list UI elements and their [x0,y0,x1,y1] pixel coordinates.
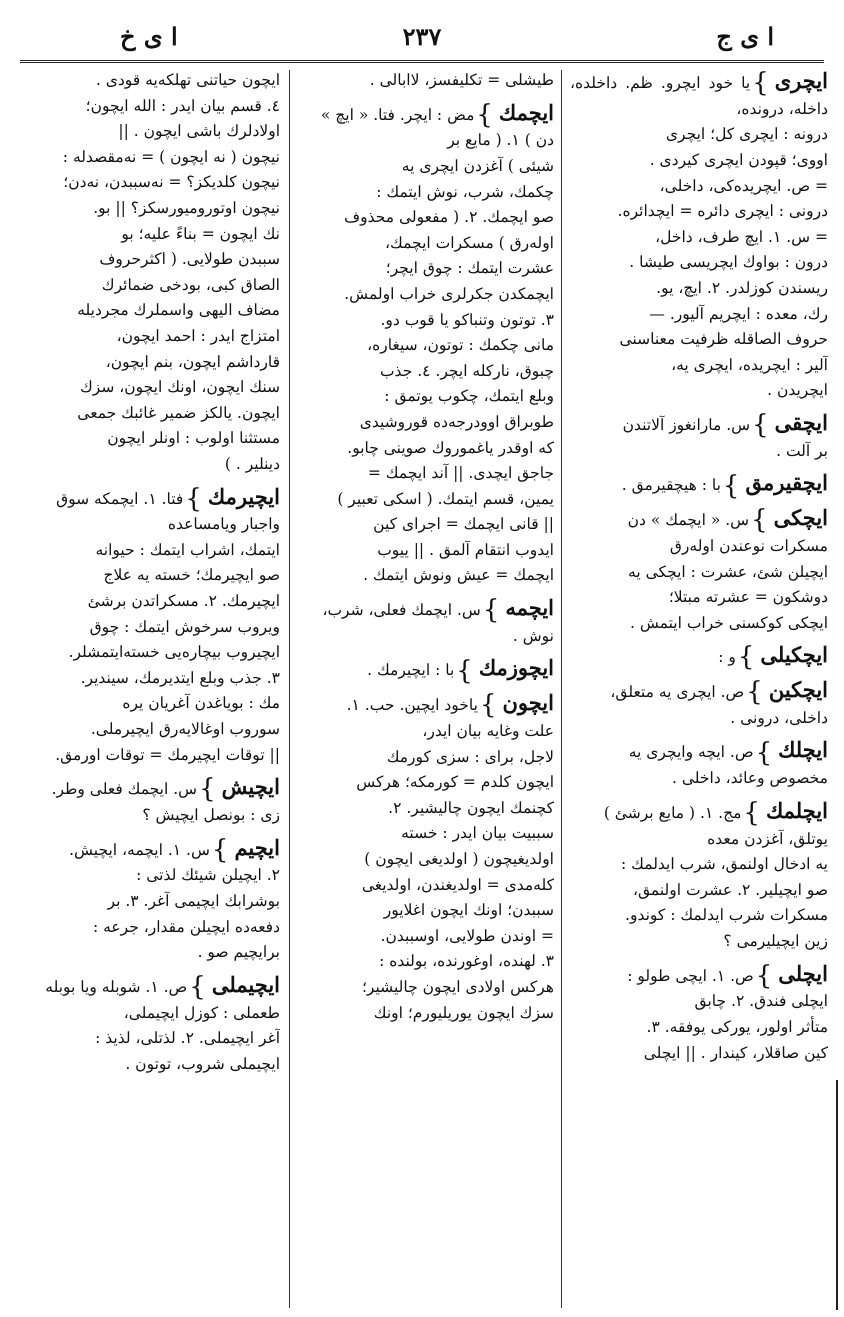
brace-glyph: } [456,655,473,686]
entry-line: يه ادخال اولنمق، شرب ايدلمك : [621,855,828,874]
entry-line: نيچون كلديكز؟ = نەسببدن، نەدن؛ [63,173,280,192]
entry-line: ريسندن كوزلدر. ٢. ايچ، يو. [656,278,828,297]
entry-line: ٢. ايچيلن شيئك لذتى : [136,866,280,885]
entry-line: امتزاج ايدر : احمد ايچون، [116,326,280,345]
entry-line: ايچون. يالكز ضمير غائبك جمعى [77,403,280,422]
entry-line: اولەرق ) مسكرات ايچمك، [385,233,554,252]
brace-glyph: } [746,677,763,708]
entry-headword: ايچقى [774,409,828,435]
entry-line: ايچون كلدم = كورمكە؛ هركس [356,773,554,792]
entry-line: اووى؛ قپودن ايچرى كيردى . [649,150,828,169]
column-divider [289,70,290,1308]
entry-line: سزك ايچون يوريليورم؛ اونك [373,1003,554,1022]
entry-line: اولديغيچون ( اولديغى ايچون ) [364,850,554,869]
entry-line: ايچون}ياخود ايچين. حب. ١. [346,690,554,721]
brace-glyph: } [751,505,768,536]
header-letters-left: ا ى خ [120,22,178,51]
entry-headword: ايچمه [505,595,554,621]
entry-line: طعملى : كوزل ايچيملى، [123,1003,280,1022]
entry-headword: ايچيرمك [207,483,280,509]
entry-line: نك ايچون = بناءً عليە؛ بو [121,224,280,243]
entry-line: ايچيلن شئ، عشرت : ايچكى يە [628,562,828,581]
entry-line: جاجق ايچدى. || آند ايچمك = [367,464,554,483]
entry-line: چبوق، ناركله ايچر. ٤. جذب [379,361,554,380]
entry-line: كچنمك ايچون چاليشير. ٢. [388,798,554,817]
entry-line: ايچيم}س. ١. ايچمە، ايچيش. [69,834,280,865]
header-rule [20,60,824,63]
entry-line: ايچوزمك}با : ايچيرمك . [367,655,554,686]
dictionary-entry [570,642,828,671]
entry-line: طيشلى = تكليفسز، لاابالى . [369,71,554,89]
entry-line: ايچكيلى}و : [718,642,828,673]
entry-line: ايچكى كوكسنى خراب ايتمش . [630,613,828,632]
entry-line: نوش . [512,626,554,645]
dictionary-entry [300,690,554,1026]
entry-line: ٣. جذب وبلع ايتديرمك، سيندير. [80,668,280,687]
entry-headword: ايچلك [778,737,828,763]
entry-line: = اوندن طولايى، اوسببدن. [380,926,554,945]
entry-line: ايچيرمك}فتا. ١. ايچمكه سوق [56,483,280,514]
entry-headword: ايچلى [778,960,828,986]
entry-headword: ايچرى [774,68,828,93]
entry-line: دفعەدە ايچيلن مقدار، جرعە : [92,917,280,936]
entry-line: دن ) ١. ( مايع بر [447,131,554,150]
entry-line: مك : بوياغدن آغريان يره [122,694,280,713]
dictionary-entry [300,68,554,94]
entry-line: || توقات ايچيرمك = توقات اورمق. [55,745,280,764]
entry-line: سوروب اوغالايەرق ايچيرملى. [90,720,280,739]
entry-line: كه اوقدر ياغموروك صوينى چابو. [347,438,554,457]
entry-line: متأثر اولور، يوركى يوفقه. ٣. [646,1018,828,1037]
entry-headword: ايچون [502,690,554,716]
brace-glyph: } [737,642,755,673]
entry-line: رك، معده : ايچريم آليور. — [649,304,828,323]
entry-line: حروف الصاقله ظرفيت معناسنى [619,330,828,349]
entry-headword: ايچيم [234,834,280,860]
entry-line: كلەمدى = اولديغندن، اولديغى [361,875,554,894]
dictionary-entry [20,774,280,828]
entry-headword: ايچقيرمق [745,470,828,496]
entry-line: دينلير . ) [224,454,280,473]
brace-glyph: } [743,798,760,829]
entry-line: مسكرات نوعندن اولەرق [669,536,828,555]
entry-line: صو ايچيلير. ٢. عشرت اولنمق، [632,880,828,899]
entry-line: لاجل، براى : سزى كورمك [386,747,554,766]
entry-headword: ايچيش [221,774,280,800]
brace-glyph: } [482,595,500,626]
entry-line: سببدن طولايى. ( اكثرحروف [99,250,280,269]
entry-line: مخصوص وعائد، داخلى . [672,769,828,788]
brace-glyph: } [199,774,216,805]
entry-line: ٤. قسم بيان ايدر : اللە ايچون؛ [85,96,280,115]
dictionary-entry [20,972,280,1078]
dictionary-entry [300,100,554,589]
entry-headword: ايچكى [773,505,828,531]
brace-glyph: } [755,737,773,768]
dictionary-entry [570,470,828,499]
dictionary-entry [570,410,828,464]
entry-line: ايچيرمك. ٢. مسكراتدن برشئ [87,592,280,611]
entry-line: طوبراق اوودرجەده قوروشيدى [359,412,554,431]
entry-line: ايچلى}ص. ١. ايچى طولو : [627,960,828,991]
column-left [20,68,280,1308]
entry-line: شيئى ) آغزدن ايچرى يه [401,156,554,175]
entry-line: سببدن؛ اونك ايچون اغلايور [383,901,554,920]
entry-line: نيچون ( نە ايچون ) = نەمقصدلە : [62,147,280,166]
brace-glyph: } [755,960,773,991]
header-letters-right: ا ى ج [716,22,774,51]
entry-line: ايچيملى}ص. ١. شوبلە ويا بوبلە [45,971,280,1002]
entry-line: ويروب سرخوش ايتمك : چوق [89,617,280,636]
entry-line: نيچون اوتوروميورسكز؟ || بو. [93,198,280,217]
entry-line: ايچلك}ص. ايچه وايچرى يه [628,737,828,768]
entry-line: وبلع ايتمك، چكوب يوتمق : [384,387,554,406]
entry-line: ايدوب انتقام آلمق . || ييوب [377,540,554,559]
column-divider [561,70,562,1308]
entry-line: آغر ايچيملى. ٢. لذتلى، لذيذ : [95,1029,280,1048]
entry-line: ٣. توتون وتنباكو يا قوب دو. [380,310,554,329]
dictionary-entry [570,505,828,636]
brace-glyph: } [752,68,769,99]
margin-mark [836,1080,838,1310]
entry-line: صو ايچمك. ٢. ( مفعولى محذوف [344,208,554,227]
entry-line: هركس اولادى ايچون چاليشير؛ [361,978,554,996]
column-right [570,68,828,1308]
entry-line: ايچيش}س. ايچمك فعلى وطر. [51,774,280,805]
entry-headword: ايچمك [498,99,554,125]
dictionary-entry [570,737,828,791]
dictionary-entry [300,595,554,649]
entry-line: ايچلى فندق. ٢. چابق [694,992,828,1011]
brace-glyph: } [211,834,229,865]
entry-line: ايچكى}س. « ايچمك » دن [627,505,828,536]
entry-line: مضاف اليهى واسملرك مجرديلە [77,301,280,320]
entry-headword: ايچوزمك [478,655,554,681]
brace-glyph: } [752,410,769,441]
entry-line: ايچكين}ص. ايچرى يە متعلق، [610,677,828,708]
entry-line: آلير : ايچريده، ايچرى يه، [671,355,828,374]
dictionary-entry [20,68,280,478]
entry-line: ايچمك = عيش ونوش ايتمك . [363,566,554,585]
column-middle [300,68,554,1308]
entry-line: كين صاقلار، كيندار . || ايچلى [643,1043,828,1062]
page-number: ٢٣٧ [402,22,442,51]
dictionary-entry [300,655,554,684]
dictionary-entry [570,68,828,404]
entry-line: سنك ايچون، اونك ايچون، سزك [80,378,280,397]
entry-line: يمين، قسم ايتمك. ( اسكى تعبير ) [337,489,554,508]
brace-glyph: } [722,470,740,501]
entry-line: بوشرابك ايچيمى آغر. ٣. بر [107,892,280,911]
dictionary-entry [570,961,828,1067]
entry-line: درونى : ايچرى دائره = ايچدائره. [617,202,828,221]
entry-line: ايچون حياتنى تهلكەيە قودى . [95,71,280,89]
entry-line: عشرت ايتمك : چوق ايچر؛ [385,259,554,278]
entry-headword: ايچلمك [765,797,828,823]
entry-line: زين ايچيليرمى ؟ [723,932,828,951]
entry-line: = س. ١. ايچ طرف، داخل، [655,227,828,246]
entry-line: ايچمك}مض : ايچر. فتا. « ايچ » [320,99,554,130]
entry-line: داخلى، درونى . [730,708,828,727]
entry-line: علت وغايه بيان ايدر، [422,722,554,741]
entry-line: برايچيم صو . [197,943,280,962]
brace-glyph: } [476,99,493,130]
entry-line: = ص. ايچريده‌كى، داخلى، [659,176,828,195]
dictionary-entry [570,798,828,955]
dictionary-entry [570,677,828,731]
entry-line: ايچرى}يا خود ايچرو. ظم. داخلده، داخله، درونده، [570,68,828,118]
entry-line: مسكرات شرب ايدلمك : كوندو. [625,906,828,925]
entry-line: ٣. لهنده، اوغورنده، بولنده : [379,952,554,971]
entry-line: درون : بواوك ايچريسى طيشا . [629,253,828,272]
entry-line: مانى چكمك : توتون، سيغاره، [367,336,554,355]
entry-line: زى : بونصل ايچيش ؟ [142,806,280,825]
dictionary-entry [20,484,280,769]
entry-line: ايچمه}س. ايچمك فعلى، شرب، [322,595,554,626]
entry-line: الصاق كبى، بودخى ضمائرك [101,275,280,294]
entry-line: قارداشم ايچون، بنم ايچون، [105,352,280,371]
entry-line: صو ايچيرمك؛ خستە يە علاج [103,566,280,585]
page-header [30,22,814,62]
entry-headword: ايچكين [768,677,828,703]
entry-line: ايچلمك}مج. ١. ( مايع برشئ ) [603,797,828,829]
entry-headword: ايچيملى [211,971,280,997]
entry-line: ايچقى}س. مارانغوز آلاتندن [622,409,828,441]
entry-line: بر آلت . [776,441,828,460]
entry-line: ايچمكدن جكرلرى خراب اولمش. [344,284,554,303]
entry-line: مستثنا اولوب : اونلر ايچون [107,429,280,448]
entry-line: سببيت بيان ايدر : خستە [401,824,554,843]
brace-glyph: } [189,972,206,1002]
entry-line: يوتلق، آغزدن معدە [707,829,828,848]
entry-line: درونه : ايچرى كل؛ ايچرى [665,125,828,144]
entry-headword: ايچكيلى [760,642,828,668]
entry-line: ايچيملى شروب، توتون . [125,1054,280,1073]
brace-glyph: } [185,483,202,514]
dictionary-entry [20,835,280,966]
columns [20,68,828,1308]
entry-line: دوشكون = عشرتە مبتلا؛ [668,588,828,607]
entry-line: ايچريدن . [767,381,828,400]
brace-glyph: } [479,690,497,721]
entry-line: اولادلرك باشى ايچون . || [118,122,280,141]
entry-line: ايچيروب بيچارەيى خستەايتمشلر. [68,643,280,662]
entry-line: ايچقيرمق}با : هيچقيرمق . [621,470,828,501]
entry-line: واجبار ويامساعده [167,515,280,534]
entry-line: ايتمك، اشراب ايتمك : حيوانە [95,540,280,559]
entry-line: || قانى ايچمك = اجراى كين [373,515,554,534]
entry-line: چكمك، شرب، نوش ايتمك : [376,182,554,201]
